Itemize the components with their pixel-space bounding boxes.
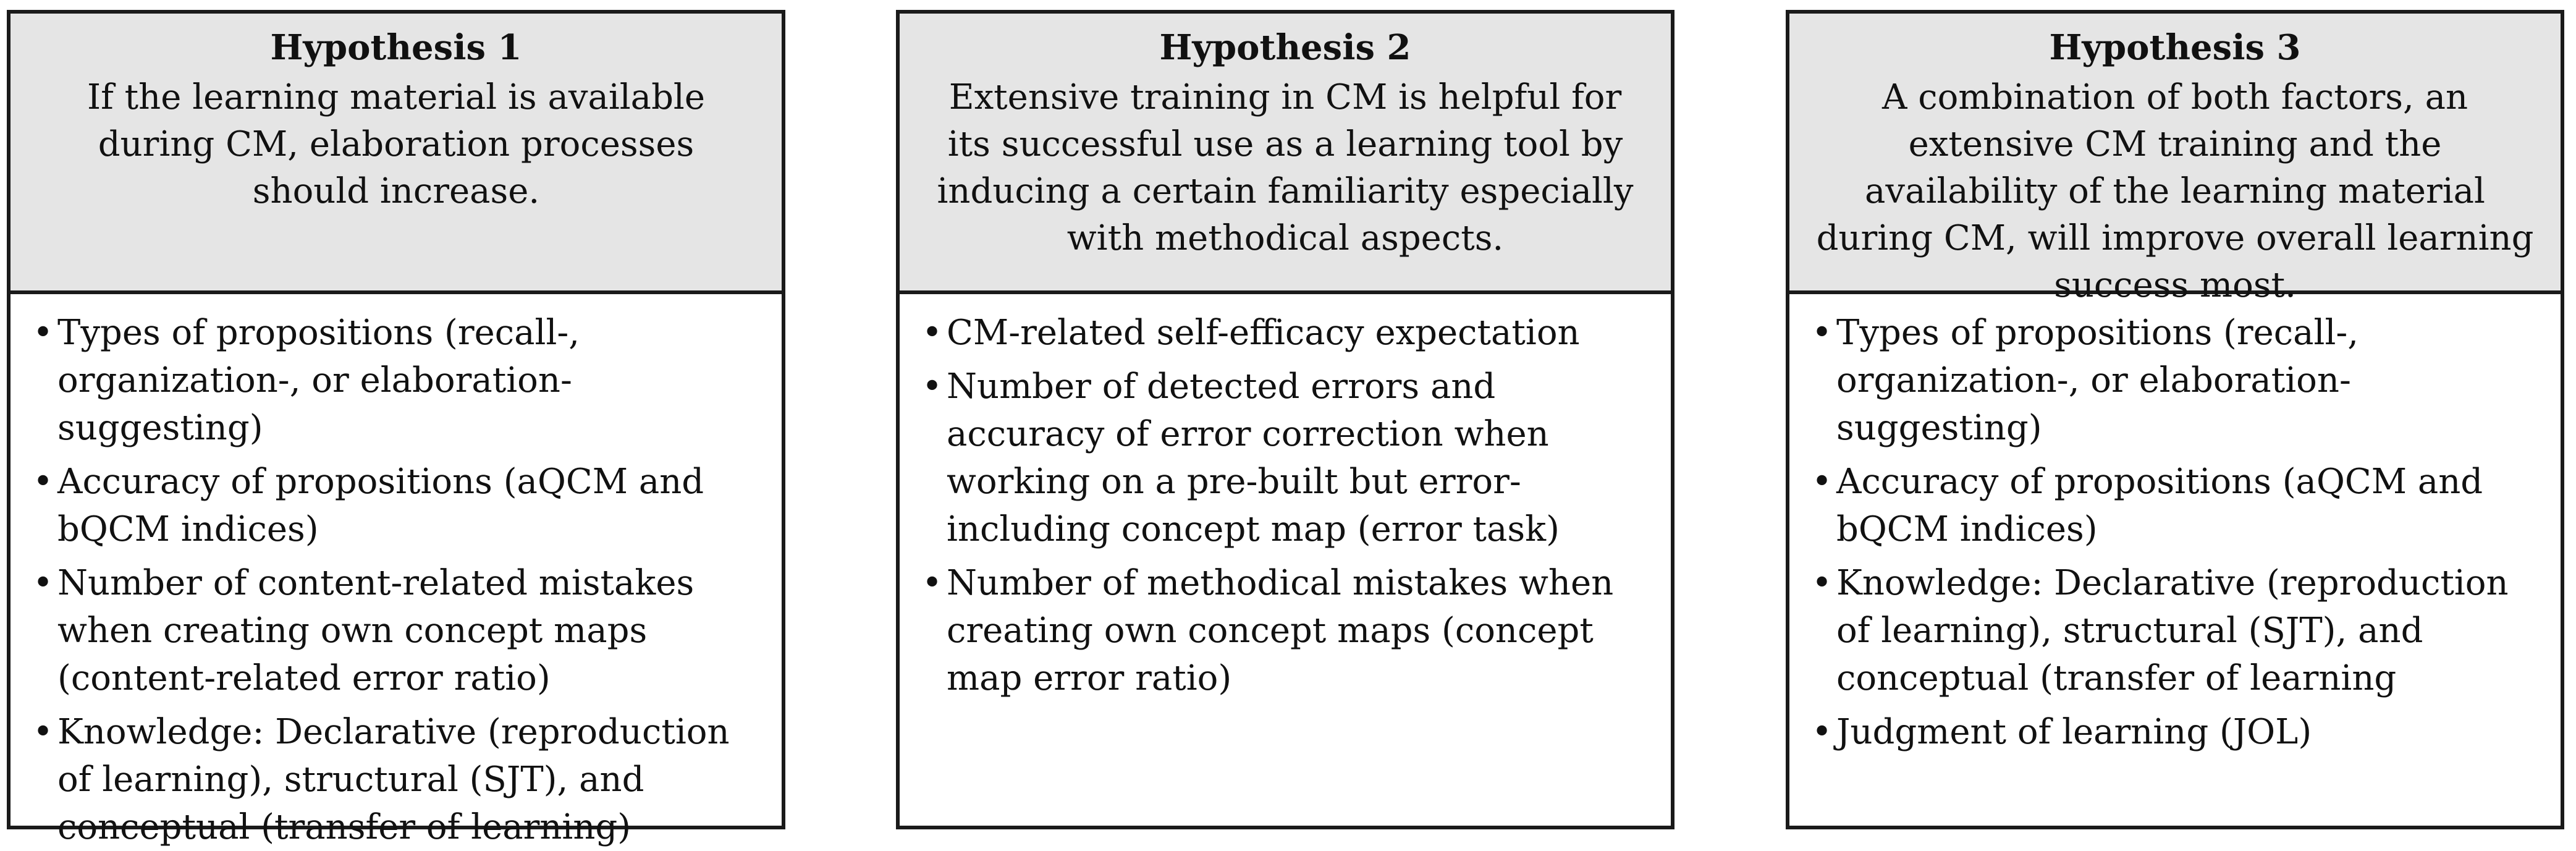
hypothesis-2-header — [900, 14, 1671, 294]
measure-text: Judgment of learning (JOL) — [1836, 712, 2312, 752]
measure-item — [29, 458, 763, 553]
hypothesis-3-panel — [1786, 10, 2564, 829]
bullet-icon: • — [922, 366, 943, 407]
measure-text: Types of propositions (recall-, organization-, or elaboration-suggesting) — [57, 313, 580, 448]
hypothesis-2-title: Hypothesis 2 — [1159, 27, 1411, 68]
bullet-icon: • — [1812, 462, 1833, 502]
hypothesis-3-measures — [1789, 294, 2561, 826]
bullet-icon: • — [33, 462, 54, 502]
bullet-icon: • — [1812, 563, 1833, 603]
measure-text: Number of content-related mistakes when creating own concept maps (content-related error ratio) — [57, 563, 695, 698]
measure-item — [1808, 559, 2542, 702]
hypothesis-3-title: Hypothesis 3 — [2049, 27, 2301, 68]
hypothesis-3-measure-list — [1808, 309, 2542, 756]
measure-text: CM-related self-efficacy expectation — [947, 313, 1580, 353]
hypothesis-3-statement: A combination of both factors, an extensive CM training and the availability of the learning material during CM, will improve overall learning success most. — [1816, 77, 2534, 305]
measure-text: Knowledge: Declarative (reproduction of learning), structural (SJT), and conceptual (transfer of learning — [1836, 563, 2509, 698]
hypothesis-1-title: Hypothesis 1 — [270, 27, 522, 68]
measure-text: Number of detected errors and accuracy of error correction when working on a pre-built but error-including concept map (error task) — [947, 366, 1560, 549]
measure-text: Types of propositions (recall-, organization-, or elaboration-suggesting) — [1836, 313, 2359, 448]
measure-text: Accuracy of propositions (aQCM and bQCM indices) — [1836, 462, 2483, 549]
hypothesis-3-header — [1789, 14, 2561, 305]
hypothesis-1-measures — [11, 294, 782, 847]
hypothesis-2-measure-list — [918, 309, 1652, 702]
bullet-icon: • — [1812, 712, 1833, 752]
measure-item — [1808, 458, 2542, 553]
measure-text: Number of methodical mistakes when creating own concept maps (concept map error ratio) — [947, 563, 1614, 698]
hypothesis-1-statement: If the learning material is available during CM, elaboration processes should increase. — [87, 77, 705, 211]
hypothesis-2-panel — [896, 10, 1674, 829]
hypothesis-2-measures — [900, 294, 1671, 826]
measure-item — [29, 309, 763, 452]
bullet-icon: • — [33, 313, 54, 353]
measure-item — [918, 309, 1652, 357]
hypothesis-1-panel — [7, 10, 785, 847]
hypothesis-1-measure-list — [29, 309, 763, 851]
measure-item — [1808, 309, 2542, 452]
hypothesis-2-statement: Extensive training in CM is helpful for its successful use as a learning tool by inducing a certain familiarity especially with methodical aspects. — [937, 77, 1634, 258]
bullet-icon: • — [922, 563, 943, 603]
measure-text: Knowledge: Declarative (reproduction of learning), structural (SJT), and conceptual (transfer of learning) — [57, 712, 730, 847]
bullet-icon: • — [33, 563, 54, 603]
hypothesis-1-header — [11, 14, 782, 294]
measure-item — [29, 559, 763, 702]
measure-item — [1808, 708, 2542, 756]
bullet-icon: • — [922, 313, 943, 353]
measure-item — [918, 559, 1652, 702]
measure-text: Accuracy of propositions (aQCM and bQCM indices) — [57, 462, 704, 549]
bullet-icon: • — [33, 712, 54, 752]
measure-item — [29, 708, 763, 851]
bullet-icon: • — [1812, 313, 1833, 353]
measure-item — [918, 363, 1652, 553]
